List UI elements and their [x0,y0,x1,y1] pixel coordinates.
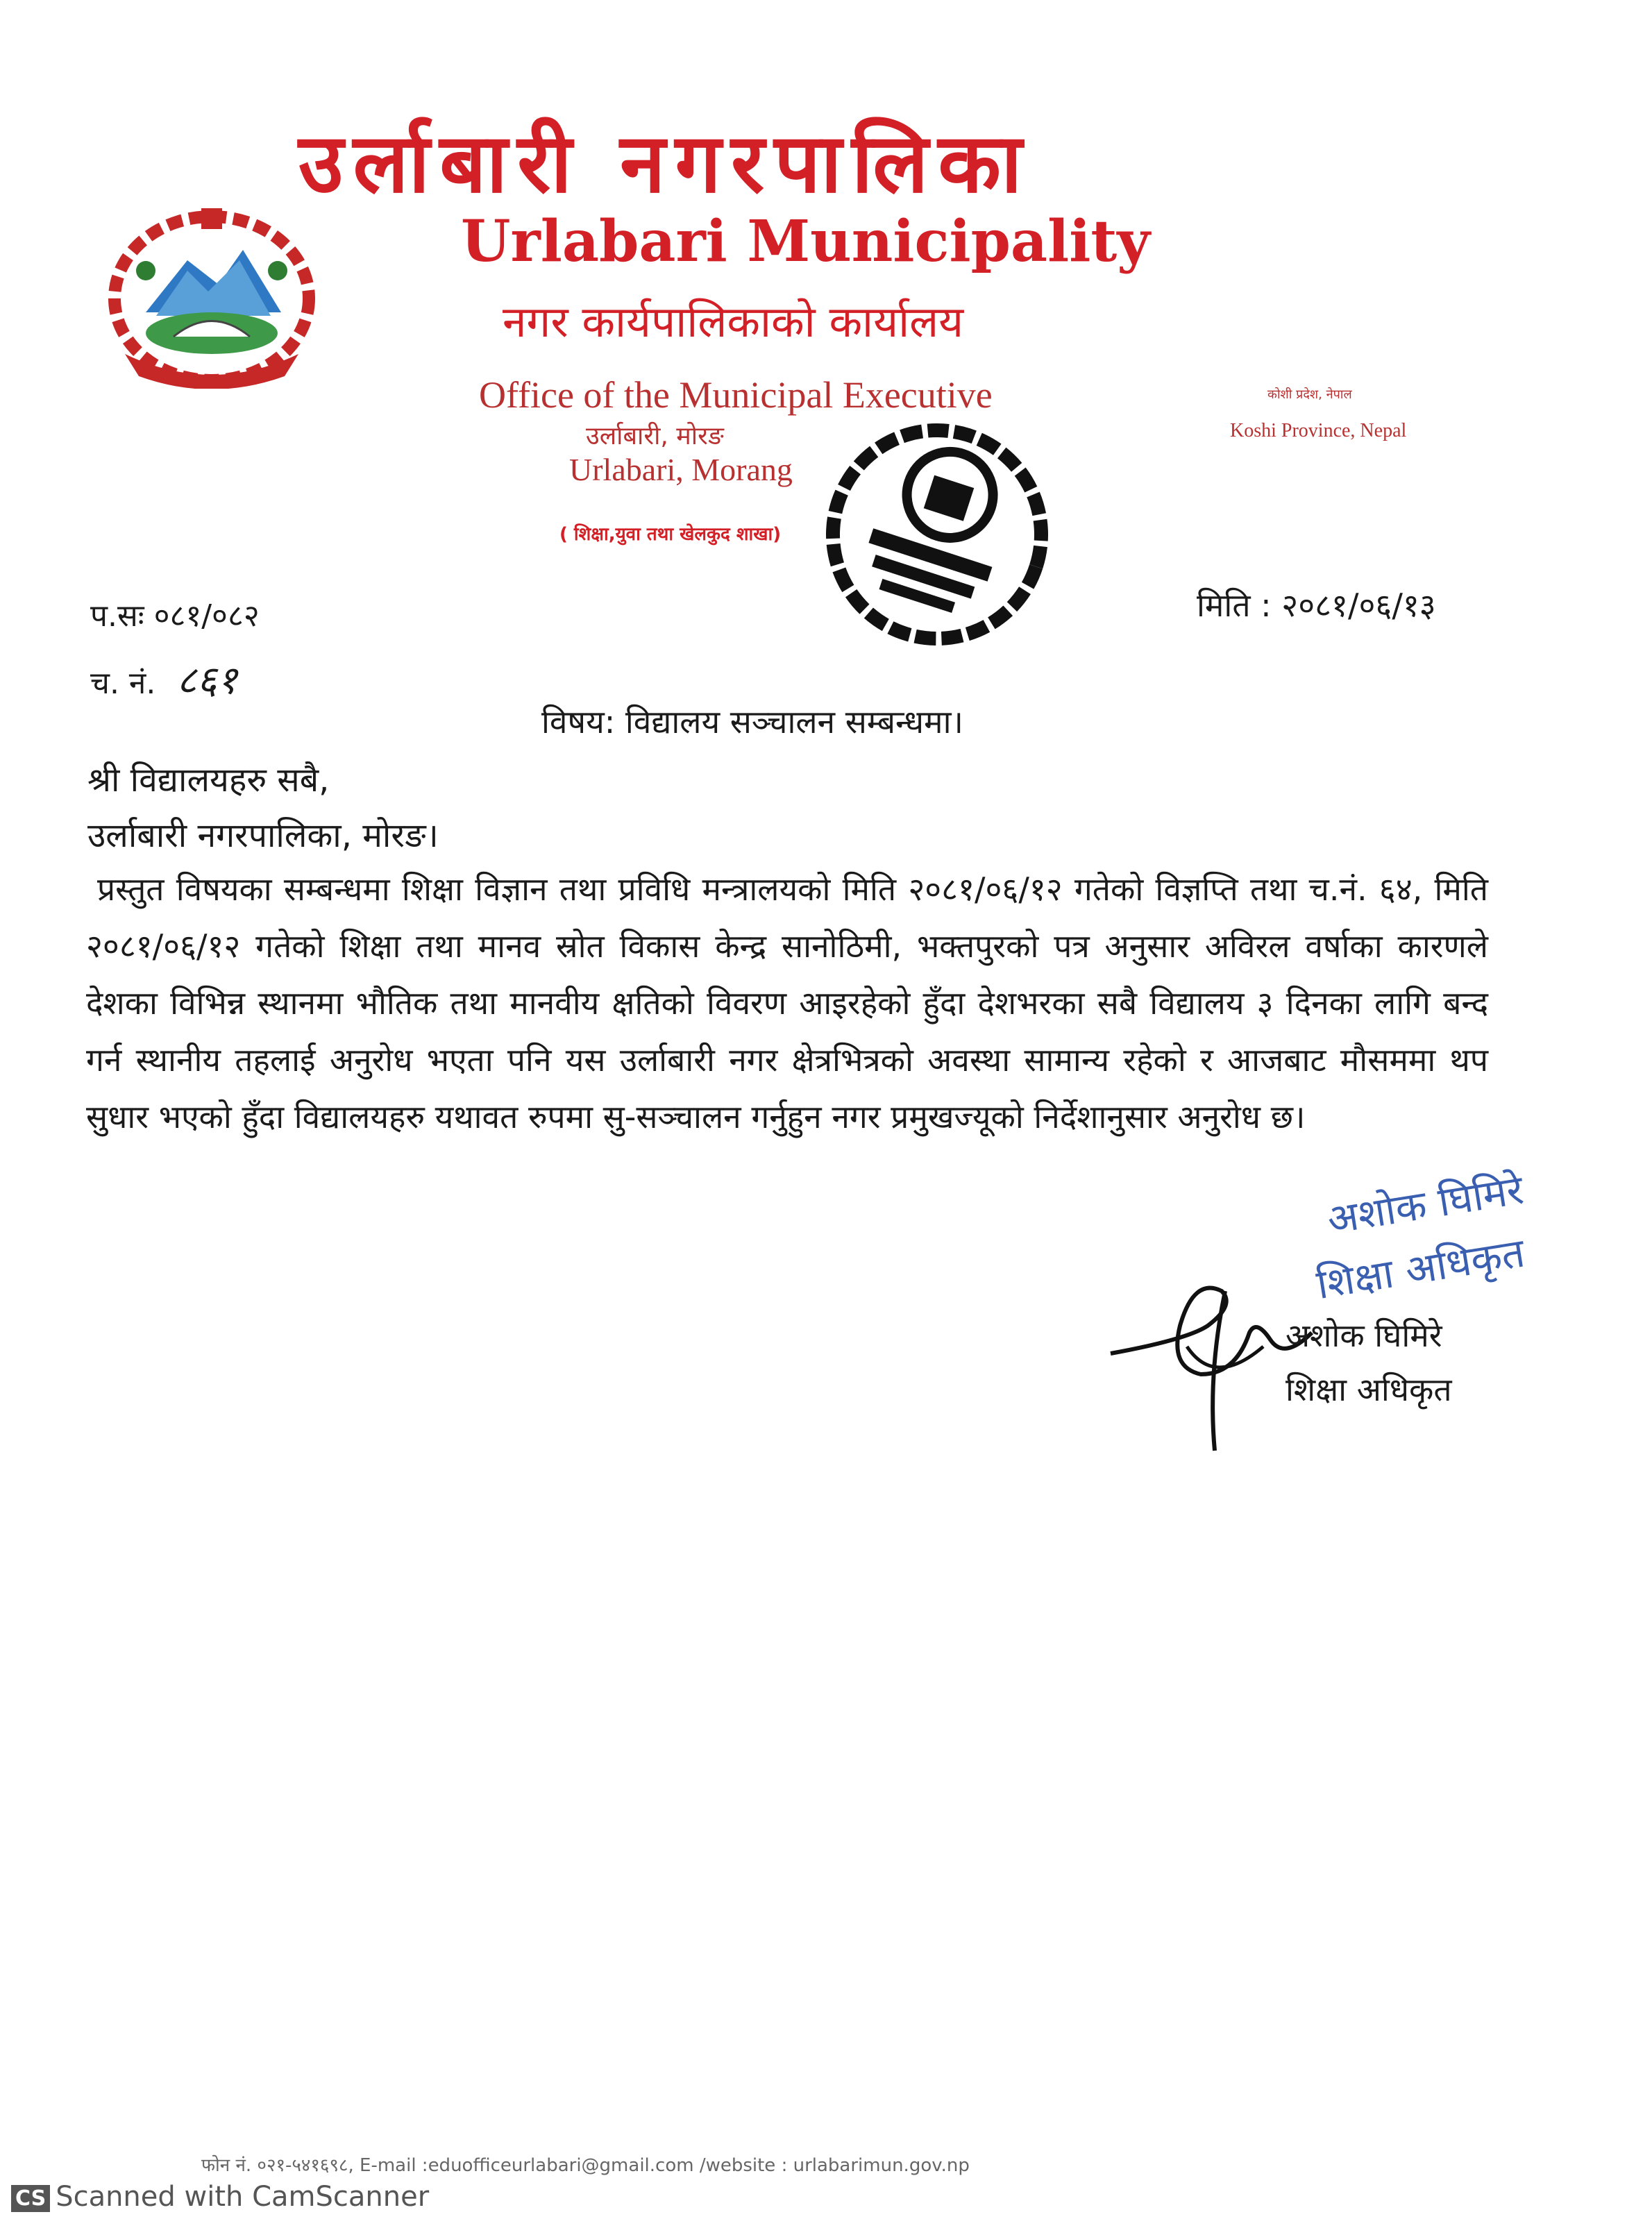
recipient-line-1: श्री विद्यालयहरु सबै, [87,761,330,800]
stamp-name: अशोक घिमिरे [1324,1165,1527,1244]
municipality-title-english: Urlabari Municipality [461,208,1150,275]
office-title-english: Office of the Municipal Executive [479,374,993,416]
letter-date: मिति : २०८१/०६/१३ [1197,587,1436,624]
camscanner-text: Scanned with CamScanner [56,2181,430,2213]
dispatch-number: ८६१ [176,658,237,703]
address-nepali: उर्लाबारी, मोरङ [586,422,724,450]
branch-name: ( शिक्षा,युवा तथा खेलकुद शाखा) [559,524,782,545]
province-nepali: कोशी प्रदेश, नेपाल [1267,387,1352,402]
camscanner-logo-icon: CS [11,2185,50,2212]
municipality-title-nepali: उर्लाबारी नगरपालिका [298,115,1032,211]
province-english: Koshi Province, Nepal [1230,420,1407,441]
nepal-emblem [97,194,326,389]
dispatch-label: च. नं. [90,666,156,701]
camscanner-watermark [11,2181,429,2213]
footer-contact: फोन नं. ०२१-५४१६९८, E-mail :eduofficeurlabari@gmail.com /website : urlabarimun.gov.np [201,2155,970,2176]
office-round-stamp [819,416,1055,652]
letter-body: प्रस्तुत विषयका सम्बन्धमा शिक्षा विज्ञान तथा प्रविधि मन्त्रालयको मिति २०८१/०६/१२ गतेको विज्ञप्ति तथा च.नं. ६४, मिति २०८१/०६/१२ गतेको शिक्षा तथा मानव स्रोत विकास केन्द्र सानोठिमी, भक्तपुरको पत्र अनुसार अविरल वर्षाका कारणले देशका विभिन्न स्थानमा भौतिक तथा मानवीय क्षतिको विवरण आइरहेको हुँदा देशभरका सबै विद्यालय ३ दिनका लागि बन्द गर्न स्थानीय तहलाई अनुरोध भएता पनि यस उर्लाबारी नगर क्षेत्रभित्रको अवस्था सामान्य रहेको र आजबाट मौसममा थप सुधार भएको हुँदा विद्यालयहरु यथावत रुपमा सु-सञ्चालन गर्नुहुन नगर प्रमुखज्यूको निर्देशानुसार अनुरोध छ। [86,870,1488,1136]
office-title-nepali: नगर कार्यपालिकाको कार्यालय [503,296,964,347]
reference-number: प.सः ०८१/०८२ [90,598,260,634]
address-english: Urlabari, Morang [569,452,793,487]
blue-name-stamp [1296,1152,1592,1333]
signatory-name: अशोक घिमिरे [1286,1317,1442,1354]
letter-subject: विषय: विद्यालय सञ्चालन सम्बन्धमा। [541,703,963,741]
stamp-title: शिक्षा अधिकृत [1313,1229,1528,1308]
dispatch-number-line [90,652,237,705]
signatory-title: शिक्षा अधिकृत [1286,1371,1452,1408]
recipient-line-2: उर्लाबारी नगरपालिका, मोरङ। [87,816,439,855]
